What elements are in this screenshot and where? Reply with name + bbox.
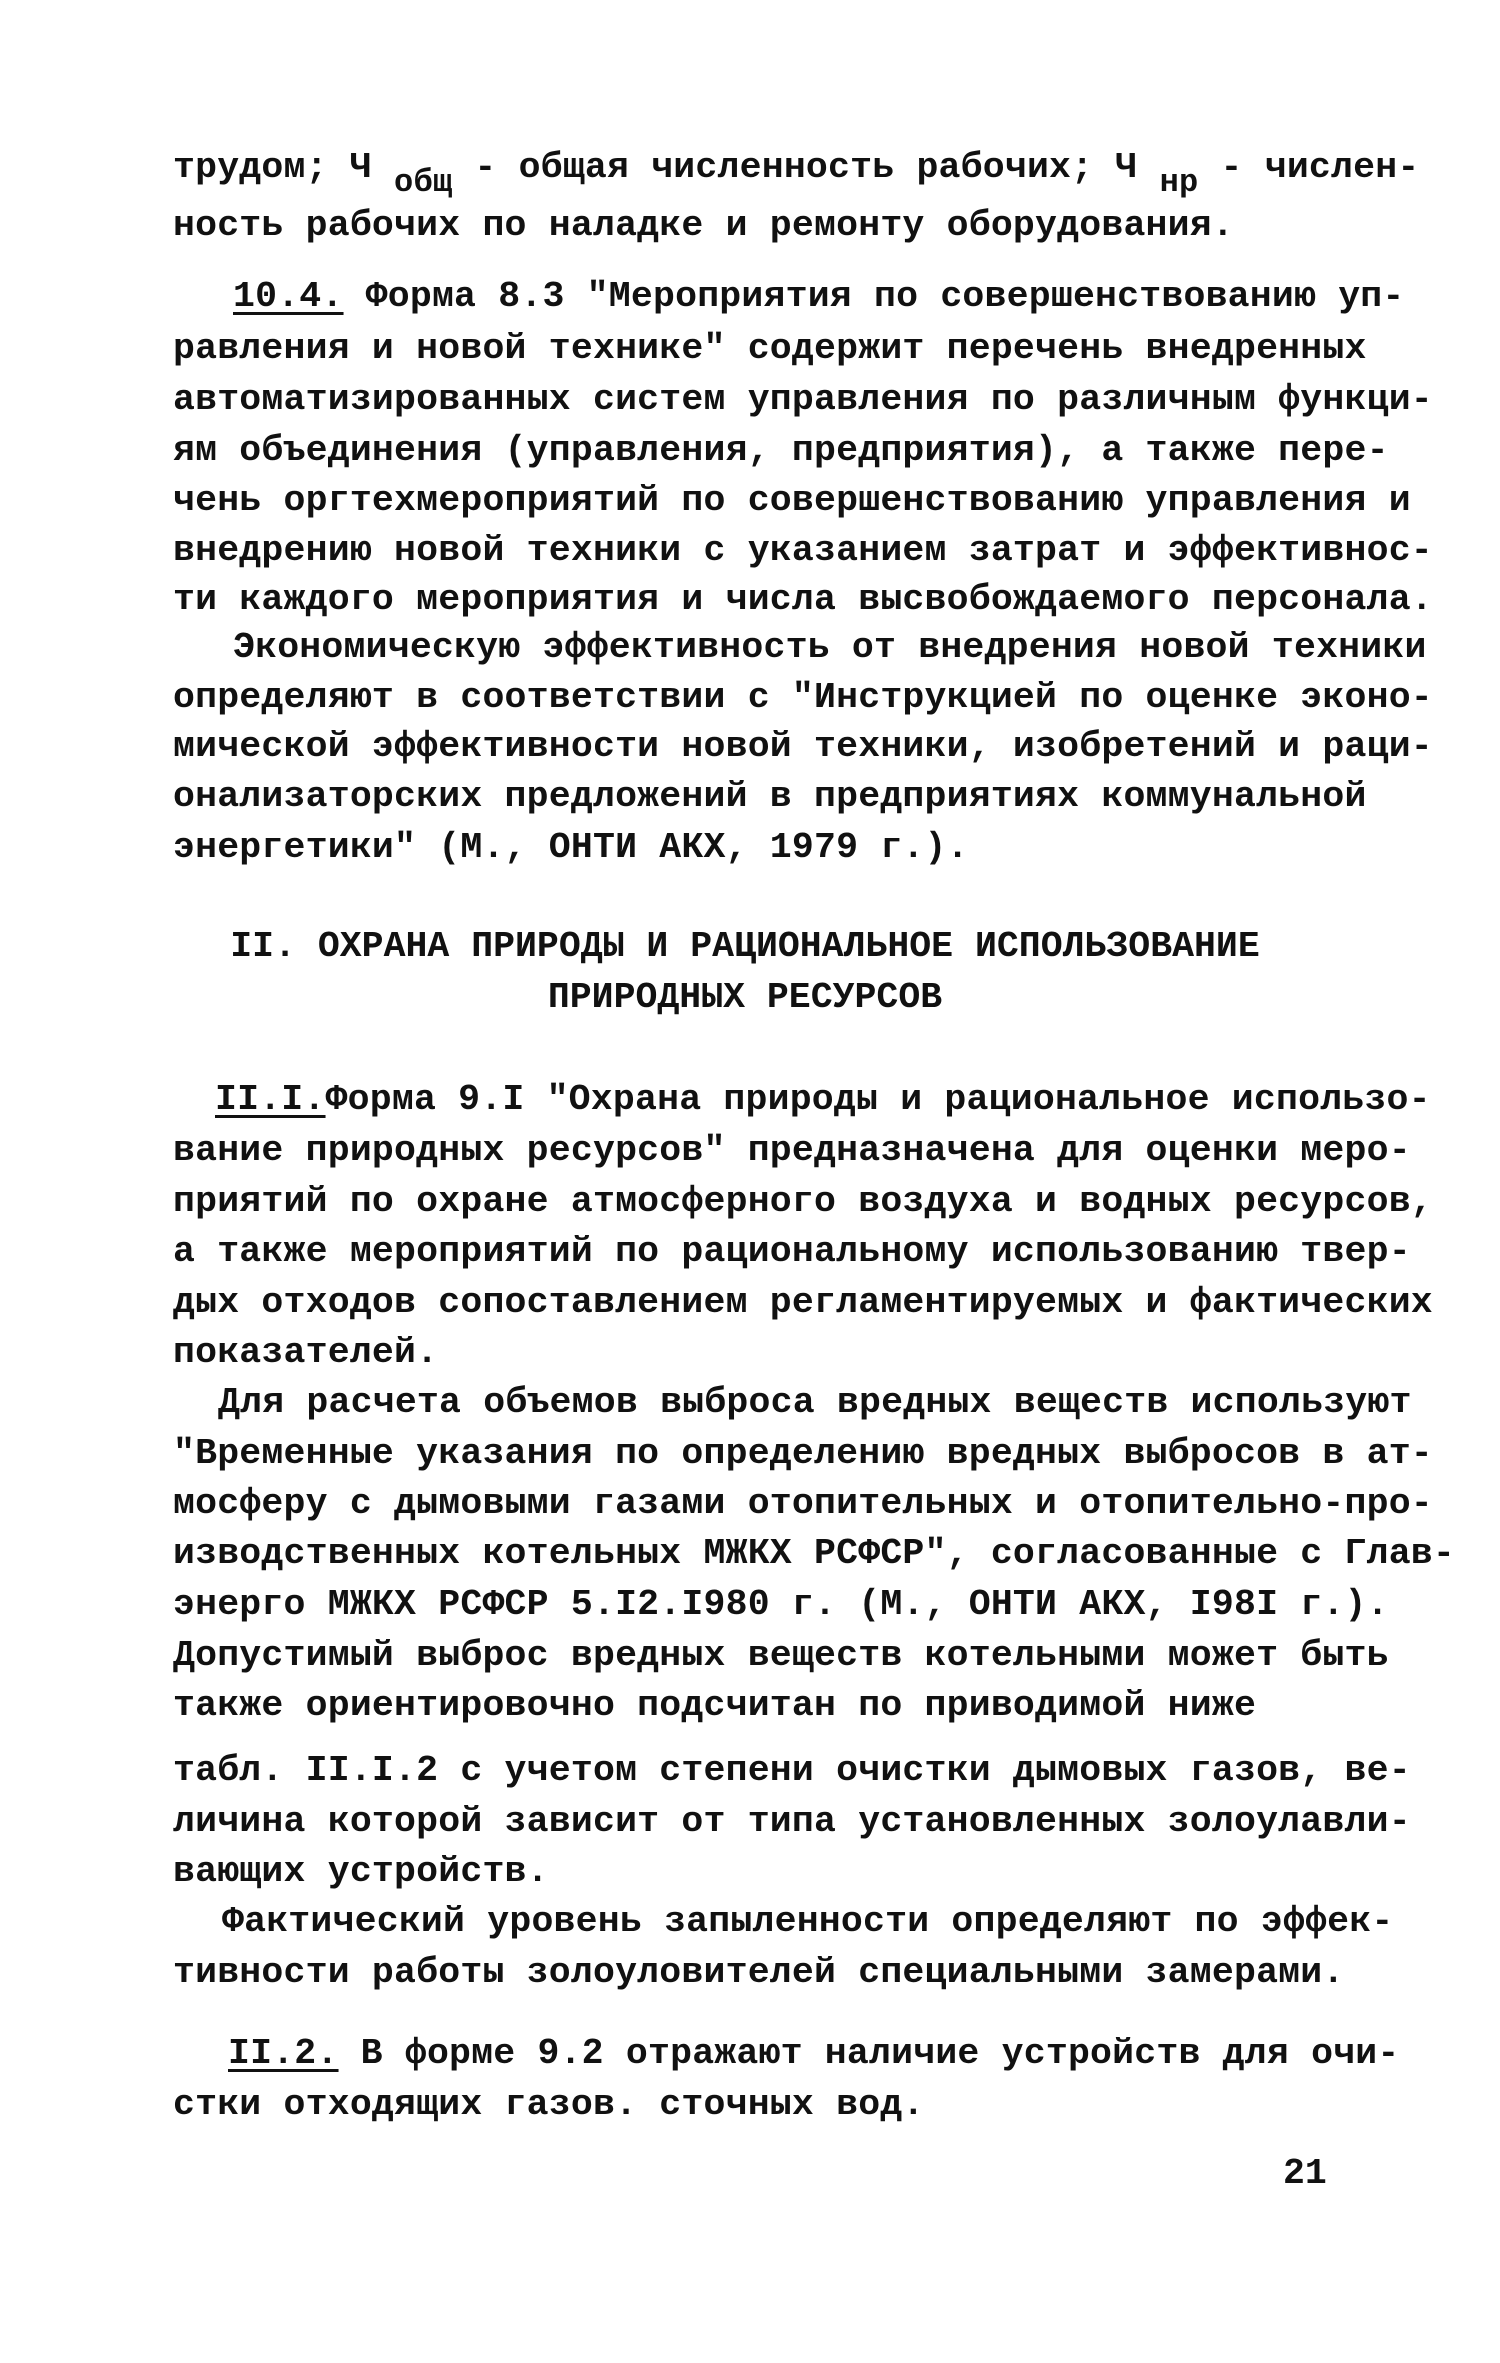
section-11-2-line-1: II.2. В форме 9.2 отражают наличие устройств для очи- <box>228 2033 1400 2074</box>
paragraph-line: ти каждого мероприятия и числа высвобождаемого персонала. <box>173 579 1433 620</box>
paragraph-line: приятий по охране атмосферного воздуха и водных ресурсов, <box>173 1181 1433 1222</box>
paragraph-line: мосферу с дымовыми газами отопительных и отопительно-про- <box>173 1483 1433 1524</box>
section-heading: II. ОХРАНА ПРИРОДЫ И РАЦИОНАЛЬНОЕ ИСПОЛЬЗОВАНИЕ <box>230 926 1260 967</box>
paragraph-line: ность рабочих по наладке и ремонту оборудования. <box>173 205 1234 246</box>
paragraph-line: Экономическую эффективность от внедрения новой техники <box>233 627 1427 668</box>
paragraph-line: определяют в соответствии с "Инструкцией по оценке эконо- <box>173 677 1433 718</box>
paragraph-line: энергетики" (М., ОНТИ АКХ, 1979 г.). <box>173 827 969 868</box>
paragraph-line: дых отходов сопоставлением регламентируемых и фактических <box>173 1282 1433 1323</box>
paragraph-line: вающих устройств. <box>173 1851 549 1892</box>
paragraph-line: а также мероприятий по рациональному использованию твер- <box>173 1231 1411 1272</box>
section-10-4-line-1: 10.4. Форма 8.3 "Мероприятия по совершенствованию уп- <box>233 276 1405 317</box>
paragraph-line: стки отходящих газов. сточных вод. <box>173 2084 925 2125</box>
paragraph-line: тивности работы золоуловителей специальными замерами. <box>173 1952 1345 1993</box>
subscript-total: общ <box>394 164 453 201</box>
paragraph-line: изводственных котельных МЖКХ РСФСР", согласованные с Глав- <box>173 1533 1456 1574</box>
paragraph-line: ям объединения (управления, предприятия), а также пере- <box>173 430 1389 471</box>
paragraph-line: чень оргтехмероприятий по совершенствованию управления и <box>173 480 1411 521</box>
paragraph-line: мической эффективности новой техники, изобретений и раци- <box>173 726 1433 767</box>
section-heading-continued: ПРИРОДНЫХ РЕСУРСОВ <box>547 977 943 1018</box>
section-11-1-line-1: II.I.Форма 9.I "Охрана природы и рациональное использо- <box>215 1079 1431 1120</box>
paragraph-line: внедрению новой техники с указанием затрат и эффективнос- <box>173 530 1433 571</box>
page-number: 21 <box>1283 2153 1327 2194</box>
section-number: II.2. <box>228 2033 339 2074</box>
paragraph-line: вание природных ресурсов" предназначена для оценки меро- <box>173 1130 1411 1171</box>
paragraph-line: Фактический уровень запыленности определяют по эффек- <box>222 1901 1394 1942</box>
paragraph-line: табл. II.I.2 с учетом степени очистки дымовых газов, ве- <box>173 1750 1411 1791</box>
paragraph-line: энерго МЖКХ РСФСР 5.I2.I980 г. (М., ОНТИ АКХ, I98I г.). <box>173 1584 1389 1625</box>
paragraph-line: Допустимый выброс вредных веществ котельными может быть <box>173 1635 1389 1676</box>
paragraph-line: равления и новой технике" содержит перечень внедренных <box>173 328 1367 369</box>
paragraph-line: личина которой зависит от типа установленных золоулавли- <box>173 1801 1411 1842</box>
paragraph-line: трудом; Ч $_{общ}$ - общая численность рабочих; Ч $_{нр}$ - числен- <box>173 147 1420 201</box>
section-number: II.I. <box>215 1079 326 1120</box>
paragraph-line: онализаторских предложений в предприятиях коммунальной <box>173 776 1367 817</box>
subscript-repair: нр <box>1159 164 1199 201</box>
paragraph-line: автоматизированных систем управления по различным функци- <box>173 379 1433 420</box>
section-number: 10.4. <box>233 276 344 317</box>
paragraph-line: Для расчета объемов выброса вредных веществ используют <box>218 1382 1412 1423</box>
paragraph-line: "Временные указания по определению вредных выбросов в ат- <box>173 1433 1433 1474</box>
paragraph-line: также ориентировочно подсчитан по приводимой ниже <box>173 1685 1257 1726</box>
paragraph-line: показателей. <box>173 1332 439 1373</box>
